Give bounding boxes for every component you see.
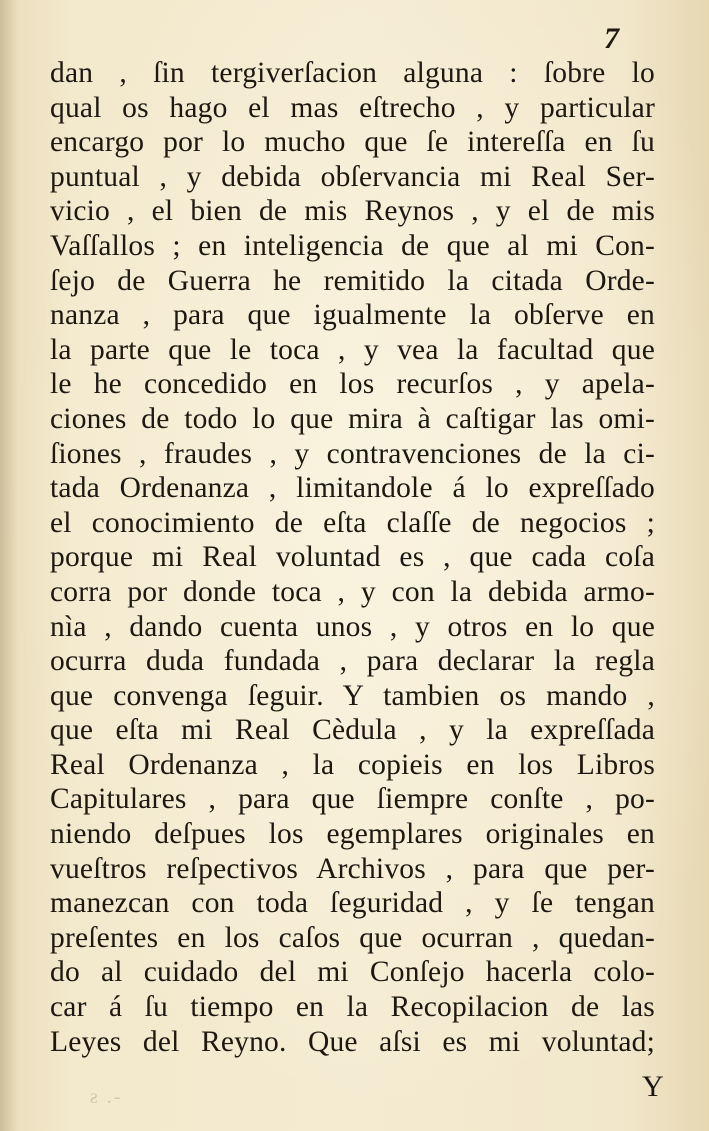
text-line: vicio , el bien de mis Reynos , y el de mis [50, 195, 655, 228]
text-line: manezcan con toda ſeguridad , y ſe tengan [50, 887, 655, 920]
text-line: nìa , dando cuenta unos , y otros en lo que [50, 610, 655, 643]
text-line: encargo por lo mucho que ſe intereſſa en ſu [50, 126, 655, 159]
text-line: tada Ordenanza , limitandole á lo expreſſado [50, 472, 655, 505]
text-line: que convenga ſeguir. Y tambien os mando , [50, 679, 655, 712]
text-line: Real Ordenanza , la copieis en los Libros [50, 748, 655, 781]
text-line: nanza , para que igualmente la obſerve en [50, 299, 655, 332]
show-through-text: ƨ .- [90, 1086, 123, 1108]
text-line: car á ſu tiempo en la Recopilacion de las [50, 991, 655, 1024]
text-line: qual os hago el mas eſtrecho , y particular [50, 91, 655, 124]
gutter-shadow [0, 0, 18, 1131]
text-line: ciones de todo lo que mira à caſtigar las omi- [50, 402, 655, 435]
text-line: niendo deſpues los egemplares originales en [50, 818, 655, 851]
text-line: preſentes en los caſos que ocurran , quedan- [50, 921, 655, 954]
text-line: dan , ſin tergiverſacion alguna : ſobre lo [50, 57, 655, 89]
text-line: el conocimiento de eſta claſſe de negocios ; [50, 506, 655, 539]
body-text [50, 56, 655, 1059]
text-line: le he concedido en los recurſos , y apela- [50, 368, 655, 401]
text-line: do al cuidado del mi Conſejo hacerla colo- [50, 956, 655, 989]
text-line: la parte que le toca , y vea la facultad que [50, 333, 655, 366]
text-line: porque mi Real voluntad es , que cada coſa [50, 541, 655, 574]
catchword: Y [642, 1070, 664, 1103]
page-number: 7 [604, 22, 619, 55]
text-line: Vaſſallos ; en inteligencia de que al mi Con- [50, 229, 655, 262]
text-line: ocurra duda fundada , para declarar la regla [50, 645, 655, 678]
text-line: corra por donde toca , y con la debida armo- [50, 575, 655, 608]
text-line: que eſta mi Real Cèdula , y la expreſſada [50, 714, 655, 747]
text-line: Capitulares , para que ſiempre conſte , po- [50, 783, 655, 816]
text-line: ſejo de Guerra he remitido la citada Orde- [50, 264, 655, 297]
text-line: ſiones , fraudes , y contravenciones de la ci- [50, 437, 655, 470]
text-line: Leyes del Reyno. Que aſsi es mi voluntad; [50, 1025, 655, 1058]
text-line: vueſtros reſpectivos Archivos , para que per- [50, 852, 655, 885]
text-line: puntual , y debida obſervancia mi Real Ser- [50, 160, 655, 193]
